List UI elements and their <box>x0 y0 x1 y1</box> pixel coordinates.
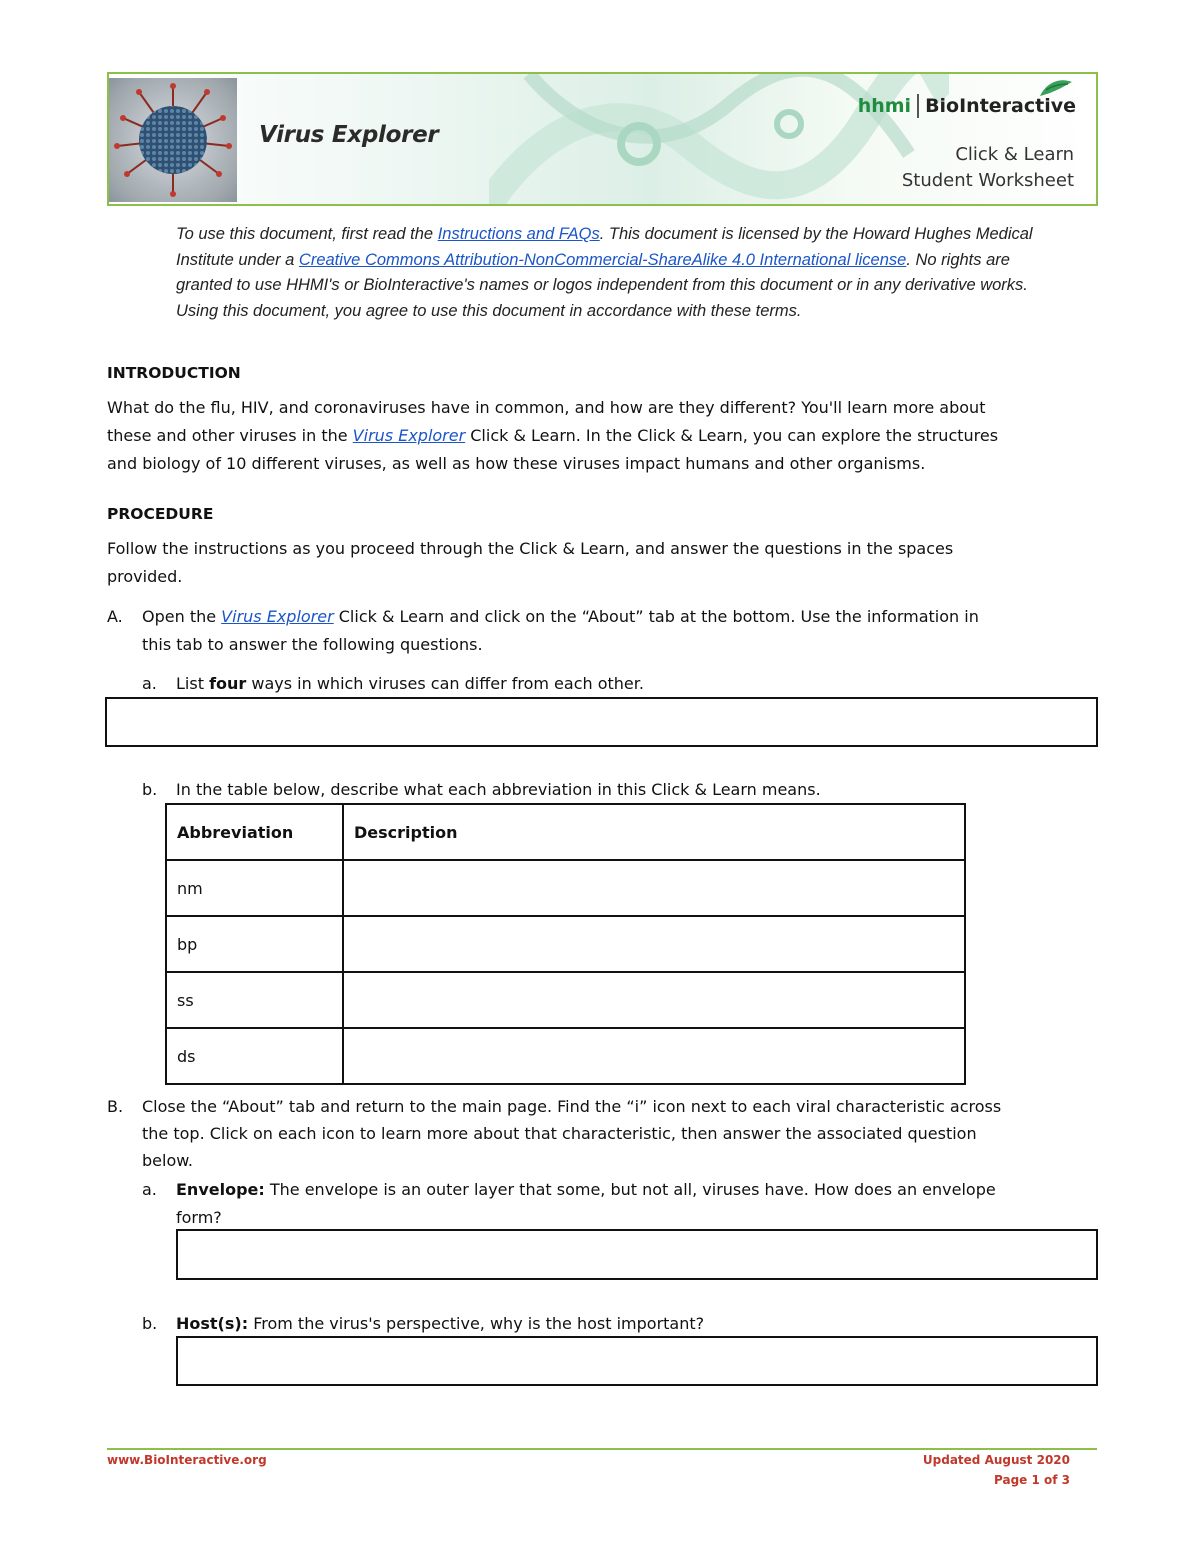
abbreviation-cell: ss <box>166 972 343 1028</box>
step-a-b-question: In the table below, describe what each abbreviation in this Click & Learn means. <box>176 780 821 799</box>
step-a-a-question: List four ways in which viruses can differ from each other. <box>176 674 644 693</box>
step-b-a-question: Envelope: The envelope is an outer layer that some, but not all, viruses have. How does an envelope form? <box>176 1180 996 1227</box>
step-b-b-marker: b. <box>142 1314 158 1333</box>
table-header-description: Description <box>343 804 965 860</box>
table-row <box>166 916 965 972</box>
license-paragraph <box>176 222 1106 324</box>
table-row <box>166 860 965 916</box>
table-row <box>166 972 965 1028</box>
virus-explorer-link-2[interactable]: Virus Explorer <box>221 607 334 626</box>
brand-biointeractive: BioInteractive <box>925 95 1076 117</box>
step-a-marker: A. <box>107 607 123 626</box>
introduction-heading: INTRODUCTION <box>107 364 241 382</box>
table-header-row <box>166 804 965 860</box>
virus-illustration <box>109 78 237 202</box>
abbreviation-cell: nm <box>166 860 343 916</box>
step-a-b-marker: b. <box>142 780 158 799</box>
answer-box-viruses-differ[interactable] <box>105 697 1098 747</box>
abbreviation-table <box>165 803 966 1085</box>
table-header-abbreviation: Abbreviation <box>166 804 343 860</box>
step-a-text: Open the Virus Explorer Click & Learn and click on the “About” tab at the bottom. Use the information in this tab to answer the following questions. <box>142 607 979 654</box>
creative-commons-license-link[interactable]: Creative Commons Attribution-NonCommercial-ShareAlike 4.0 International license <box>298 250 907 269</box>
license-line-4: Using this document, you agree to use this document in accordance with these terms. <box>176 301 802 320</box>
brand-divider <box>917 94 919 118</box>
description-cell[interactable] <box>343 860 965 916</box>
header-banner <box>107 72 1098 206</box>
answer-box-envelope[interactable] <box>176 1229 1098 1280</box>
brand-logo <box>858 94 1076 118</box>
footer-url-link[interactable]: www.BioInteractive.org <box>107 1453 267 1467</box>
footer-divider <box>107 1448 1097 1450</box>
step-b-marker: B. <box>107 1097 124 1116</box>
license-line-1: To use this document, first read the Instructions and FAQs. This document is licensed by the Howard Hughes Medical <box>176 225 1033 243</box>
instructions-faqs-link[interactable]: Instructions and FAQs <box>437 225 600 243</box>
brand-hhmi: hhmi <box>857 95 912 117</box>
step-a-a-marker: a. <box>142 674 157 693</box>
table-row <box>166 1028 965 1084</box>
step-b-b-question: Host(s): From the virus's perspective, why is the host important? <box>176 1314 705 1333</box>
procedure-intro-paragraph: Follow the instructions as you proceed through the Click & Learn, and answer the questions in the spaces provided. <box>107 539 954 586</box>
answer-box-host[interactable] <box>176 1336 1098 1386</box>
footer-page-number: Page 1 of 3 <box>994 1473 1070 1487</box>
click-learn-label: Click & Learn <box>955 144 1074 165</box>
student-worksheet-label: Student Worksheet <box>901 170 1074 191</box>
procedure-heading: PROCEDURE <box>107 505 214 523</box>
abbreviation-cell: bp <box>166 916 343 972</box>
license-line-3: granted to use HHMI's or BioInteractive's names or logos independent from this document or in any derivative works. <box>176 276 1028 294</box>
abbreviation-cell: ds <box>166 1028 343 1084</box>
description-cell[interactable] <box>343 916 965 972</box>
introduction-paragraph: What do the flu, HIV, and coronaviruses have in common, and how are they different? You'll learn more about these and other viruses in the Virus Explorer Click & Learn. In the Click & Learn, you can explore the structures and biology of 10 different viruses, as well as how these viruses impact humans and other organisms. <box>107 398 999 473</box>
virus-icon <box>109 78 237 202</box>
license-line-2: Institute under a Creative Commons Attribution-NonCommercial-ShareAlike 4.0 International license. No rights are <box>176 250 1010 269</box>
virus-explorer-link[interactable]: Virus Explorer <box>352 426 466 445</box>
document-title: Virus Explorer <box>259 122 439 148</box>
footer-updated-date: Updated August 2020 <box>922 1453 1070 1467</box>
step-b-a-marker: a. <box>142 1180 157 1199</box>
description-cell[interactable] <box>343 1028 965 1084</box>
step-b-text: Close the “About” tab and return to the main page. Find the “i” icon next to each viral characteristic across the top. Click on each icon to learn more about that characteristic, then answer the associated question below. <box>142 1097 1002 1170</box>
description-cell[interactable] <box>343 972 965 1028</box>
